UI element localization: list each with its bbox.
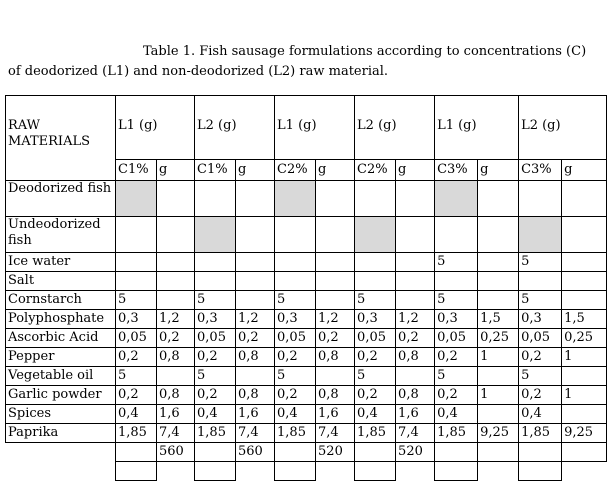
grams-cell xyxy=(396,367,435,386)
table-row xyxy=(6,367,607,386)
grams-cell: 1 xyxy=(478,386,519,405)
grams-cell xyxy=(478,181,519,217)
blank-cell xyxy=(396,462,435,481)
table-row xyxy=(6,181,607,217)
concentration-cell: 0,05 xyxy=(435,329,478,348)
concentration-cell xyxy=(355,181,396,217)
grams-cell xyxy=(236,272,275,291)
concentration-cell xyxy=(275,272,316,291)
concentration-cell: 0,3 xyxy=(116,310,157,329)
concentration-cell: 0,4 xyxy=(355,405,396,424)
concentration-cell xyxy=(116,181,157,217)
table-row xyxy=(6,329,607,348)
raw-material-name: Deodorized fish xyxy=(6,181,116,217)
concentration-cell: 0,2 xyxy=(355,348,396,367)
concentration-cell: 1,85 xyxy=(116,424,157,443)
grams-cell xyxy=(316,291,355,310)
grams-cell xyxy=(236,181,275,217)
total-cell xyxy=(195,443,236,462)
grams-cell: 0,8 xyxy=(236,348,275,367)
raw-materials-header: RAW MATERIALS xyxy=(6,96,116,181)
concentration-cell xyxy=(195,181,236,217)
concentration-cell: 0,4 xyxy=(435,405,478,424)
grams-cell xyxy=(562,181,607,217)
table-row xyxy=(6,310,607,329)
group-header: L2 (g) xyxy=(195,96,275,160)
concentration-cell xyxy=(519,181,562,217)
total-cell xyxy=(116,443,157,462)
total-cell xyxy=(275,443,316,462)
concentration-cell: 1,85 xyxy=(435,424,478,443)
concentration-cell xyxy=(275,181,316,217)
grams-cell: 0,8 xyxy=(396,348,435,367)
concentration-cell xyxy=(519,272,562,291)
table-row xyxy=(6,386,607,405)
concentration-cell xyxy=(355,272,396,291)
total-cell: 560 xyxy=(236,443,275,462)
blank-cell xyxy=(195,462,236,481)
concentration-cell xyxy=(195,272,236,291)
grams-cell: 0,2 xyxy=(396,329,435,348)
concentration-cell: 0,2 xyxy=(195,348,236,367)
grams-cell: 7,4 xyxy=(396,424,435,443)
grams-cell: 1,6 xyxy=(157,405,195,424)
grams-header: g xyxy=(316,160,355,181)
table-row xyxy=(6,291,607,310)
concentration-cell xyxy=(195,253,236,272)
grams-cell xyxy=(157,217,195,253)
concentration-cell: 5 xyxy=(435,291,478,310)
grams-cell xyxy=(396,217,435,253)
grams-cell: 1,6 xyxy=(236,405,275,424)
concentration-cell xyxy=(355,217,396,253)
total-cell: 560 xyxy=(157,443,195,462)
total-cell xyxy=(562,443,607,462)
grams-cell xyxy=(157,367,195,386)
concentration-cell: 5 xyxy=(116,367,157,386)
grams-cell: 0,2 xyxy=(316,329,355,348)
grams-cell xyxy=(478,367,519,386)
raw-material-name: Polyphosphate xyxy=(6,310,116,329)
concentration-cell: 5 xyxy=(355,367,396,386)
concentration-cell: 0,2 xyxy=(519,386,562,405)
concentration-cell: 0,3 xyxy=(275,310,316,329)
concentration-cell: 5 xyxy=(519,253,562,272)
grams-cell: 0,25 xyxy=(562,329,607,348)
grams-cell xyxy=(316,272,355,291)
grams-cell xyxy=(562,272,607,291)
total-cell: 520 xyxy=(316,443,355,462)
table-caption xyxy=(8,42,608,82)
grams-cell: 1,5 xyxy=(478,310,519,329)
table-row xyxy=(6,217,607,253)
table-row xyxy=(6,272,607,291)
group-header: L2 (g) xyxy=(355,96,435,160)
blank-cell xyxy=(519,462,562,481)
raw-material-name: Vegetable oil xyxy=(6,367,116,386)
blank-cell xyxy=(157,462,195,481)
concentration-cell: 0,4 xyxy=(275,405,316,424)
concentration-header: C2% xyxy=(275,160,316,181)
grams-cell: 0,8 xyxy=(157,386,195,405)
table-row xyxy=(6,253,607,272)
concentration-cell: 0,3 xyxy=(435,310,478,329)
grams-cell: 0,25 xyxy=(478,329,519,348)
concentration-cell: 5 xyxy=(195,367,236,386)
grams-cell: 1,6 xyxy=(396,405,435,424)
total-cell xyxy=(435,443,478,462)
concentration-cell: 0,05 xyxy=(116,329,157,348)
concentration-cell xyxy=(116,272,157,291)
grams-cell xyxy=(316,253,355,272)
concentration-cell: 5 xyxy=(275,291,316,310)
concentration-cell: 0,2 xyxy=(435,348,478,367)
concentration-cell: 0,3 xyxy=(519,310,562,329)
concentration-cell xyxy=(435,272,478,291)
concentration-cell xyxy=(116,217,157,253)
blank-cell xyxy=(478,462,519,481)
grams-cell: 1,2 xyxy=(316,310,355,329)
grams-cell xyxy=(316,217,355,253)
grams-header: g xyxy=(478,160,519,181)
grams-cell: 7,4 xyxy=(316,424,355,443)
raw-material-name: Pepper xyxy=(6,348,116,367)
concentration-cell: 0,3 xyxy=(195,310,236,329)
concentration-cell xyxy=(275,217,316,253)
raw-material-name: Paprika xyxy=(6,424,116,443)
concentration-cell xyxy=(195,217,236,253)
group-header: L1 (g) xyxy=(435,96,519,160)
blank-row xyxy=(6,462,607,481)
concentration-cell: 0,2 xyxy=(195,386,236,405)
concentration-cell: 0,3 xyxy=(355,310,396,329)
concentration-cell: 0,4 xyxy=(195,405,236,424)
grams-cell xyxy=(236,367,275,386)
grams-cell xyxy=(316,367,355,386)
concentration-cell: 5 xyxy=(519,367,562,386)
grams-cell: 9,25 xyxy=(478,424,519,443)
grams-cell: 7,4 xyxy=(157,424,195,443)
grams-cell xyxy=(478,291,519,310)
grams-cell xyxy=(157,291,195,310)
header-row xyxy=(6,96,607,160)
grams-cell: 0,8 xyxy=(396,386,435,405)
raw-material-name: Ice water xyxy=(6,253,116,272)
concentration-cell xyxy=(116,253,157,272)
grams-cell xyxy=(478,253,519,272)
table-row xyxy=(6,424,607,443)
concentration-cell: 0,05 xyxy=(519,329,562,348)
grams-cell: 7,4 xyxy=(236,424,275,443)
table-row xyxy=(6,405,607,424)
grams-cell: 1,2 xyxy=(396,310,435,329)
grams-cell: 1 xyxy=(478,348,519,367)
concentration-cell: 5 xyxy=(435,367,478,386)
raw-material-name: Spices xyxy=(6,405,116,424)
concentration-cell: 0,05 xyxy=(355,329,396,348)
raw-material-name: Undeodorized fish xyxy=(6,217,116,253)
grams-cell xyxy=(396,291,435,310)
grams-cell xyxy=(562,253,607,272)
concentration-header: C3% xyxy=(519,160,562,181)
grams-cell: 1,2 xyxy=(157,310,195,329)
blank-cell xyxy=(562,462,607,481)
group-header: L1 (g) xyxy=(116,96,195,160)
raw-material-name: Ascorbic Acid xyxy=(6,329,116,348)
concentration-header: C3% xyxy=(435,160,478,181)
grams-cell xyxy=(157,253,195,272)
concentration-cell xyxy=(435,217,478,253)
grams-cell: 1,2 xyxy=(236,310,275,329)
concentration-header: C1% xyxy=(116,160,157,181)
caption-line-2: of deodorized (L1) and non-deodorized (L2) raw material. xyxy=(8,64,389,79)
grams-header: g xyxy=(396,160,435,181)
concentration-cell: 5 xyxy=(435,253,478,272)
grams-header: g xyxy=(236,160,275,181)
blank-cell xyxy=(316,462,355,481)
concentration-cell xyxy=(435,181,478,217)
grams-cell: 0,2 xyxy=(157,329,195,348)
concentration-cell: 5 xyxy=(519,291,562,310)
total-cell xyxy=(478,443,519,462)
concentration-cell: 5 xyxy=(195,291,236,310)
grams-header: g xyxy=(157,160,195,181)
concentration-cell: 1,85 xyxy=(195,424,236,443)
grams-cell: 0,8 xyxy=(157,348,195,367)
concentration-header: C1% xyxy=(195,160,236,181)
total-cell xyxy=(355,443,396,462)
concentration-cell: 5 xyxy=(355,291,396,310)
totals-row xyxy=(6,443,607,462)
total-cell: 520 xyxy=(396,443,435,462)
blank-cell xyxy=(236,462,275,481)
grams-cell xyxy=(236,291,275,310)
concentration-cell: 0,2 xyxy=(275,348,316,367)
grams-cell: 1 xyxy=(562,386,607,405)
concentration-cell: 0,2 xyxy=(116,386,157,405)
concentration-cell: 5 xyxy=(116,291,157,310)
grams-cell xyxy=(236,217,275,253)
blank-cell xyxy=(355,462,396,481)
grams-cell: 0,8 xyxy=(236,386,275,405)
grams-cell xyxy=(316,181,355,217)
concentration-cell: 0,2 xyxy=(519,348,562,367)
concentration-cell: 0,2 xyxy=(116,348,157,367)
total-cell xyxy=(519,443,562,462)
concentration-cell: 0,05 xyxy=(195,329,236,348)
grams-cell xyxy=(478,272,519,291)
grams-cell xyxy=(396,272,435,291)
grams-cell: 1,6 xyxy=(316,405,355,424)
grams-cell xyxy=(157,272,195,291)
raw-material-name: Salt xyxy=(6,272,116,291)
grams-cell xyxy=(236,253,275,272)
blank-cell xyxy=(6,462,116,481)
grams-cell: 9,25 xyxy=(562,424,607,443)
concentration-cell xyxy=(355,253,396,272)
concentration-cell: 1,85 xyxy=(355,424,396,443)
concentration-cell: 1,85 xyxy=(519,424,562,443)
totals-spacer xyxy=(6,443,116,462)
concentration-cell: 0,2 xyxy=(435,386,478,405)
grams-cell xyxy=(562,405,607,424)
concentration-cell: 0,2 xyxy=(355,386,396,405)
blank-cell xyxy=(435,462,478,481)
grams-cell: 1,5 xyxy=(562,310,607,329)
grams-cell xyxy=(396,181,435,217)
blank-cell xyxy=(275,462,316,481)
concentration-cell: 1,85 xyxy=(275,424,316,443)
raw-material-name: Cornstarch xyxy=(6,291,116,310)
raw-material-name: Garlic powder xyxy=(6,386,116,405)
concentration-cell: 0,4 xyxy=(519,405,562,424)
grams-cell: 0,8 xyxy=(316,386,355,405)
group-header: L2 (g) xyxy=(519,96,607,160)
grams-header: g xyxy=(562,160,607,181)
caption-line-1: Table 1. Fish sausage formulations according to concentrations (C) xyxy=(143,44,587,59)
table-row xyxy=(6,348,607,367)
concentration-cell: 5 xyxy=(275,367,316,386)
grams-cell xyxy=(478,405,519,424)
grams-cell: 1 xyxy=(562,348,607,367)
grams-cell: 0,8 xyxy=(316,348,355,367)
group-header: L1 (g) xyxy=(275,96,355,160)
concentration-cell: 0,4 xyxy=(116,405,157,424)
grams-cell xyxy=(562,367,607,386)
grams-cell xyxy=(157,181,195,217)
concentration-cell: 0,05 xyxy=(275,329,316,348)
concentration-cell xyxy=(275,253,316,272)
blank-cell xyxy=(116,462,157,481)
grams-cell: 0,2 xyxy=(236,329,275,348)
formulation-table xyxy=(5,95,607,481)
grams-cell xyxy=(562,291,607,310)
grams-cell xyxy=(396,253,435,272)
concentration-cell xyxy=(519,217,562,253)
concentration-header: C2% xyxy=(355,160,396,181)
grams-cell xyxy=(562,217,607,253)
concentration-cell: 0,2 xyxy=(275,386,316,405)
grams-cell xyxy=(478,217,519,253)
